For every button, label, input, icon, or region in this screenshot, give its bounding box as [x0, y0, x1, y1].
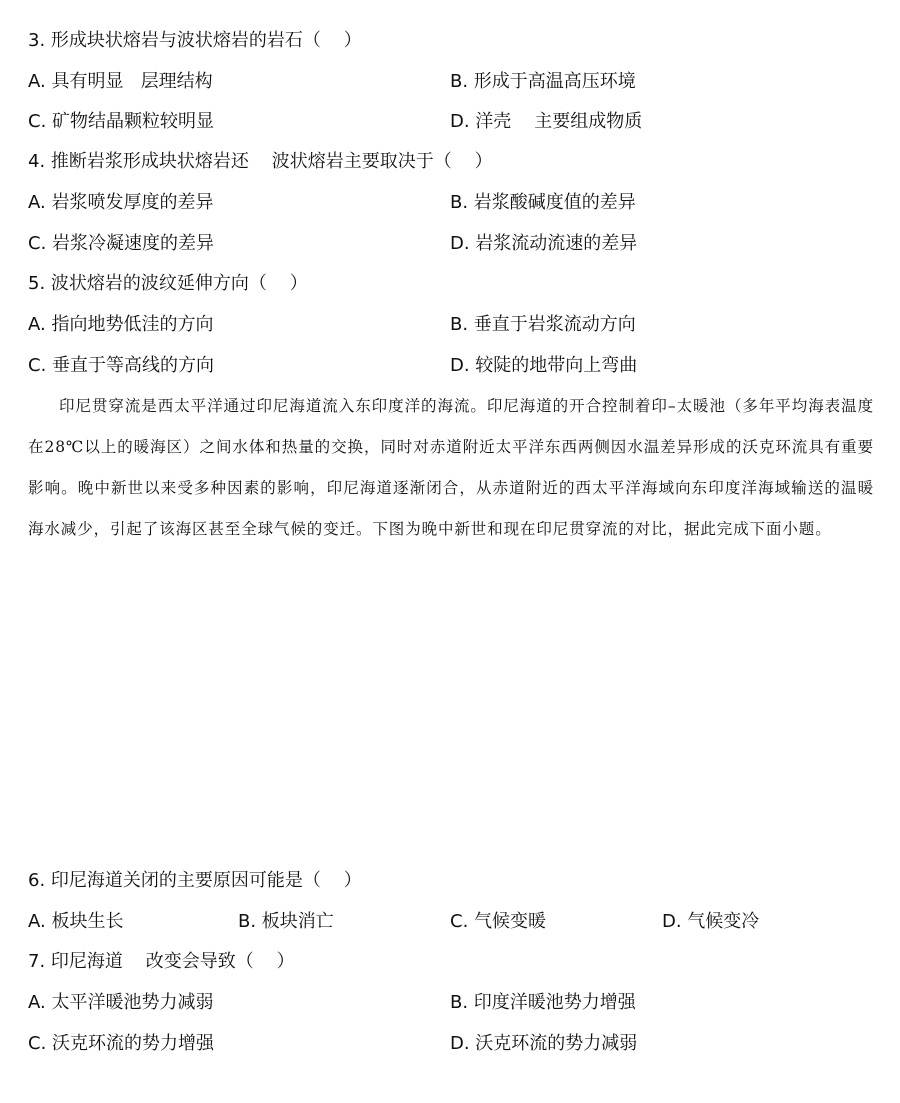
question-7-option-d: D. 沃克环流的势力减弱 [450, 1033, 638, 1054]
question-3-option-c: C. 矿物结晶颗粒较明显 [28, 111, 215, 132]
figure-placeholder [28, 600, 874, 855]
question-3-option-b: B. 形成于高温高压环境 [450, 71, 636, 92]
question-3-stem: 3. 形成块状熔岩与波状熔岩的岩石（ ） [28, 30, 362, 51]
question-7-option-c: C. 沃克环流的势力增强 [28, 1033, 215, 1054]
question-5-option-a: A. 指向地势低洼的方向 [28, 314, 214, 335]
question-6-option-a: A. 板块生长 [28, 911, 124, 932]
reading-passage [28, 386, 874, 550]
question-6-option-c: C. 气候变暖 [450, 911, 547, 932]
question-7-option-a: A. 太平洋暖池势力减弱 [28, 992, 214, 1013]
question-4-option-d: D. 岩浆流动流速的差异 [450, 233, 638, 254]
question-5-option-b: B. 垂直于岩浆流动方向 [450, 314, 636, 335]
question-6-option-b: B. 板块消亡 [238, 911, 334, 932]
passage-text: 印尼贯穿流是西太平洋通过印尼海道流入东印度洋的海流。印尼海道的开合控制着印–太暖池（多年平均海表温度在28℃以上的暖海区）之间水体和热量的交换，同时对赤道附近太平洋东西两侧因水温差异形成的沃克环流具有重要影响。晚中新世以来受多种因素的影响，印尼海道逐渐闭合，从赤道附近的西太平洋海域向东印度洋海域输送的温暖海水减少，引起了该海区甚至全球气候的变迁。下图为晚中新世和现在印尼贯穿流的对比，据此完成下面小题。 [28, 397, 874, 538]
question-7-stem: 7. 印尼海道 改变会导致（ ） [28, 951, 295, 972]
question-5-option-d: D. 较陡的地带向上弯曲 [450, 355, 638, 376]
question-4-option-c: C. 岩浆冷凝速度的差异 [28, 233, 215, 254]
question-4-option-a: A. 岩浆喷发厚度的差异 [28, 192, 214, 213]
question-6-stem: 6. 印尼海道关闭的主要原因可能是（ ） [28, 870, 362, 891]
question-6-option-d: D. 气候变冷 [662, 911, 760, 932]
question-5-stem: 5. 波状熔岩的波纹延伸方向（ ） [28, 273, 308, 294]
question-3-option-d: D. 洋壳 主要组成物质 [450, 111, 643, 132]
question-3-option-a: A. 具有明显 层理结构 [28, 71, 213, 92]
question-7-option-b: B. 印度洋暖池势力增强 [450, 992, 636, 1013]
question-4-option-b: B. 岩浆酸碱度值的差异 [450, 192, 636, 213]
question-5-option-c: C. 垂直于等高线的方向 [28, 355, 215, 376]
question-4-stem: 4. 推断岩浆形成块状熔岩还 波状熔岩主要取决于（ ） [28, 151, 493, 172]
